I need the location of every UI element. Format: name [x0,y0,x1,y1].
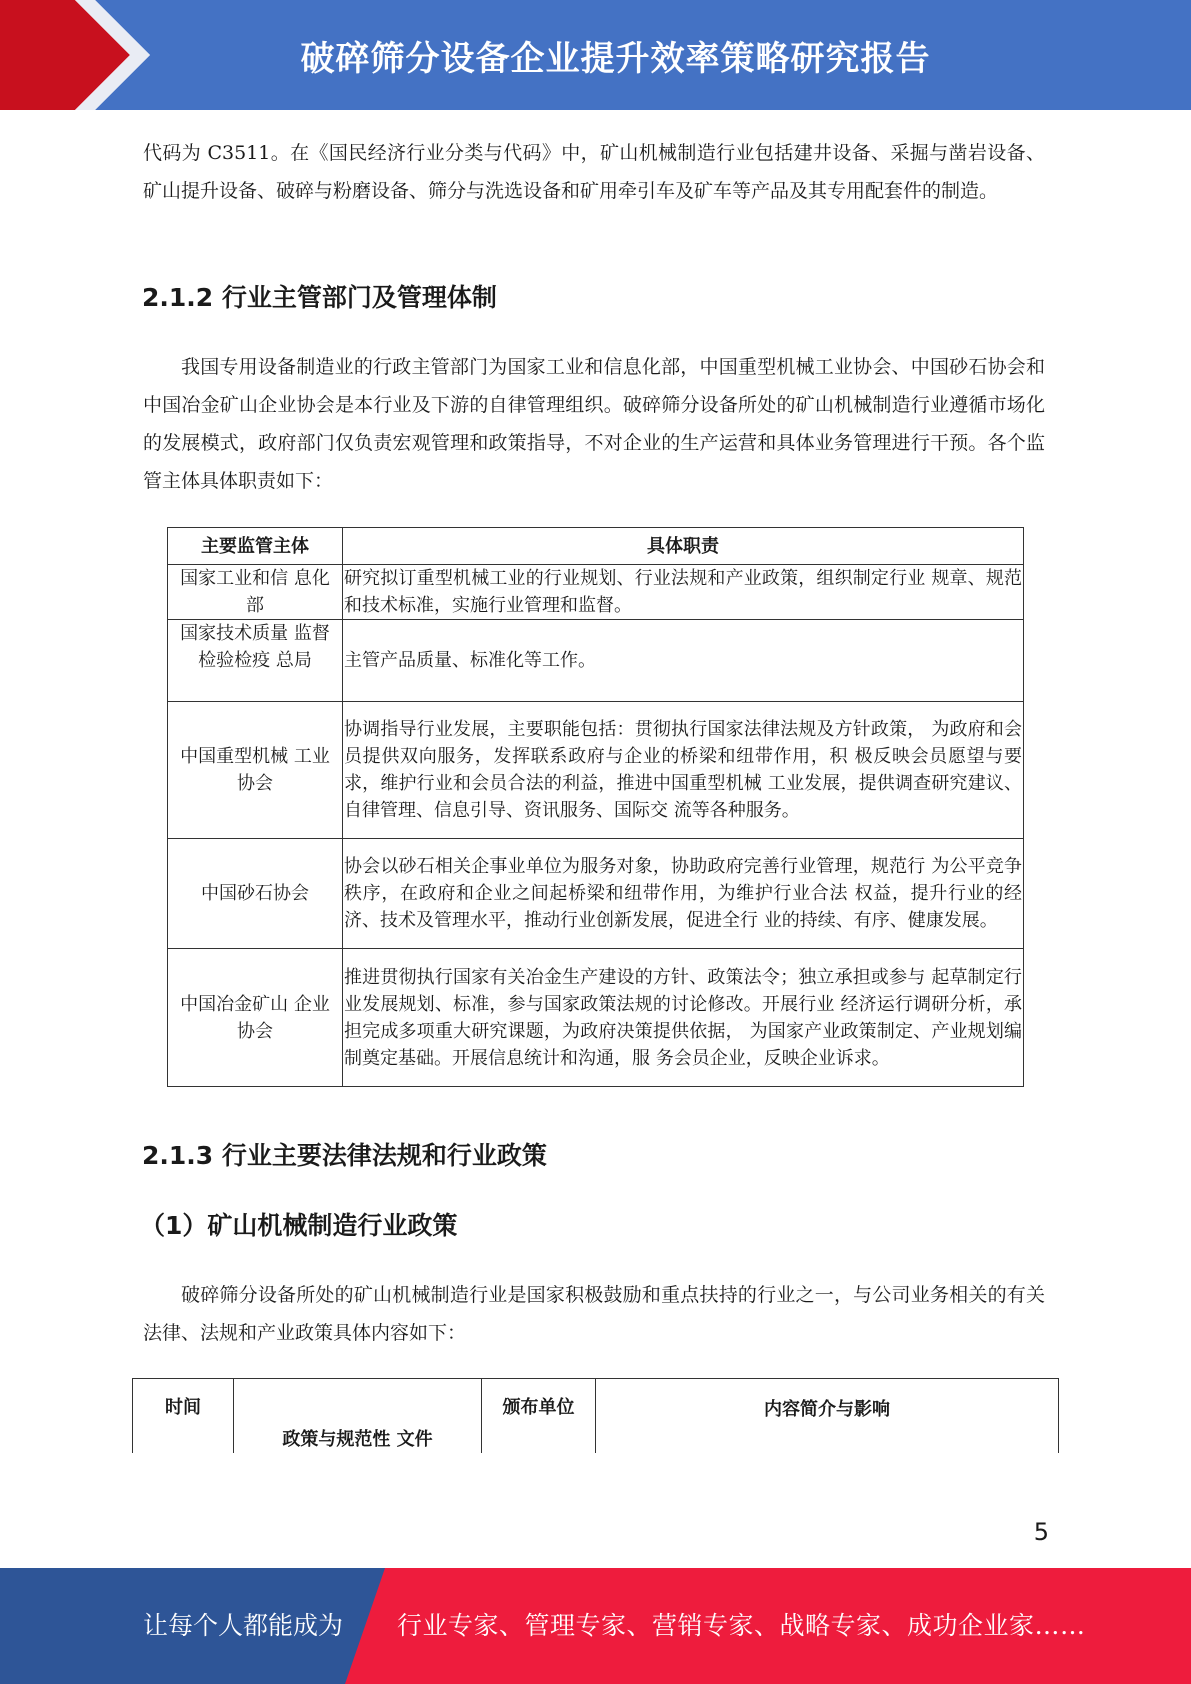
regulator-duty: 协会以砂石相关企事业单位为服务对象，协助政府完善行业管理，规范行 为公平竞争秩序，在政府和企业之间起桥梁和纽带作用，为维护行业合法 权益，提升行业的经济、技术及管理水平，推动行业创新发展，促进全行 业的持续、有序、健康发展。 [343,839,1024,949]
regulator-duty: 推进贯彻执行国家有关冶金生产建设的方针、政策法令；独立承担或参与 起草制定行业发展规划、标准，参与国家政策法规的讨论修改。开展行业 经济运行调研分析，承担完成多项重大研究课题，为政府决策提供依据， 为国家产业政策制定、产业规划编制奠定基础。开展信息统计和沟通，服 务会员企业，反映企业诉求。 [343,949,1024,1087]
page-footer [0,1568,1191,1684]
table-row [168,949,1024,1087]
section-2-1-2-paragraph: 我国专用设备制造业的行政主管部门为国家工业和信息化部，中国重型机械工业协会、中国砂石协会和中国冶金矿山企业协会是本行业及下游的自律管理组织。破碎筛分设备所处的矿山机械制造行业遵循市场化的发展模式，政府部门仅负责宏观管理和政策指导，不对企业的生产运营和具体业务管理进行干预。各个监管主体具体职责如下： [143,356,1045,492]
table-header-row [133,1379,1059,1454]
table-header-cell: 内容简介与影响 [596,1379,1059,1454]
table-row [168,565,1024,620]
regulator-duty: 研究拟订重型机械工业的行业规划、行业法规和产业政策，组织制定行业 规章、规范和技术标准，实施行业管理和监督。 [343,565,1024,620]
regulator-table [167,527,1024,1087]
section-heading-2-1-2: 2.1.2 行业主管部门及管理体制 [142,283,497,312]
footer-slogan-right: 行业专家、管理专家、营销专家、战略专家、成功企业家…… [397,1611,1086,1640]
report-title: 破碎筛分设备企业提升效率策略研究报告 [300,38,931,79]
regulator-name: 中国冶金矿山 企业协会 [168,949,343,1087]
table-header-cell: 主要监管主体 [168,528,343,565]
table-row [168,839,1024,949]
regulator-duty: 协调指导行业发展，主要职能包括：贯彻执行国家法律法规及方针政策， 为政府和会员提供双向服务，发挥联系政府与企业的桥梁和纽带作用，积 极反映会员愿望与要求，维护行业和会员合法的利益，推进中国重型机械 工业发展，提供调查研究建议、自律管理、信息引导、资讯服务、国际交 流等各种服务。 [343,702,1024,839]
page-number: 5 [1033,1518,1049,1546]
regulator-name: 国家技术质量 监督检验检疫 总局 [168,620,343,702]
regulator-duty: 主管产品质量、标准化等工作。 [343,620,1024,702]
table-row [168,620,1024,702]
policy-table [132,1378,1059,1453]
regulator-name: 中国重型机械 工业协会 [168,702,343,839]
table-header-cell: 政策与规范性 文件 [234,1379,482,1454]
section-2-1-3-paragraph: 破碎筛分设备所处的矿山机械制造行业是国家积极鼓励和重点扶持的行业之一，与公司业务相关的有关法律、法规和产业政策具体内容如下： [143,1284,1045,1344]
table-header-cell: 时间 [133,1379,234,1454]
header-chevron-icon [0,0,150,110]
section-heading-2-1-3: 2.1.3 行业主要法律法规和行业政策 [142,1141,547,1170]
page-header [0,0,1191,110]
table-header-row [168,528,1024,565]
regulator-name: 国家工业和信 息化部 [168,565,343,620]
table-row [168,702,1024,839]
table-header-cell: 具体职责 [343,528,1024,565]
regulator-name: 中国砂石协会 [168,839,343,949]
subsection-heading: （1）矿山机械制造行业政策 [140,1211,458,1240]
table-header-cell: 颁布单位 [482,1379,596,1454]
footer-slogan-left: 让每个人都能成为 [143,1611,344,1640]
intro-paragraph: 代码为 C3511。在《国民经济行业分类与代码》中，矿山机械制造行业包括建井设备、采掘与凿岩设备、矿山提升设备、破碎与粉磨设备、筛分与洗选设备和矿用牵引车及矿车等产品及其专用配套件的制造。 [143,142,1045,202]
